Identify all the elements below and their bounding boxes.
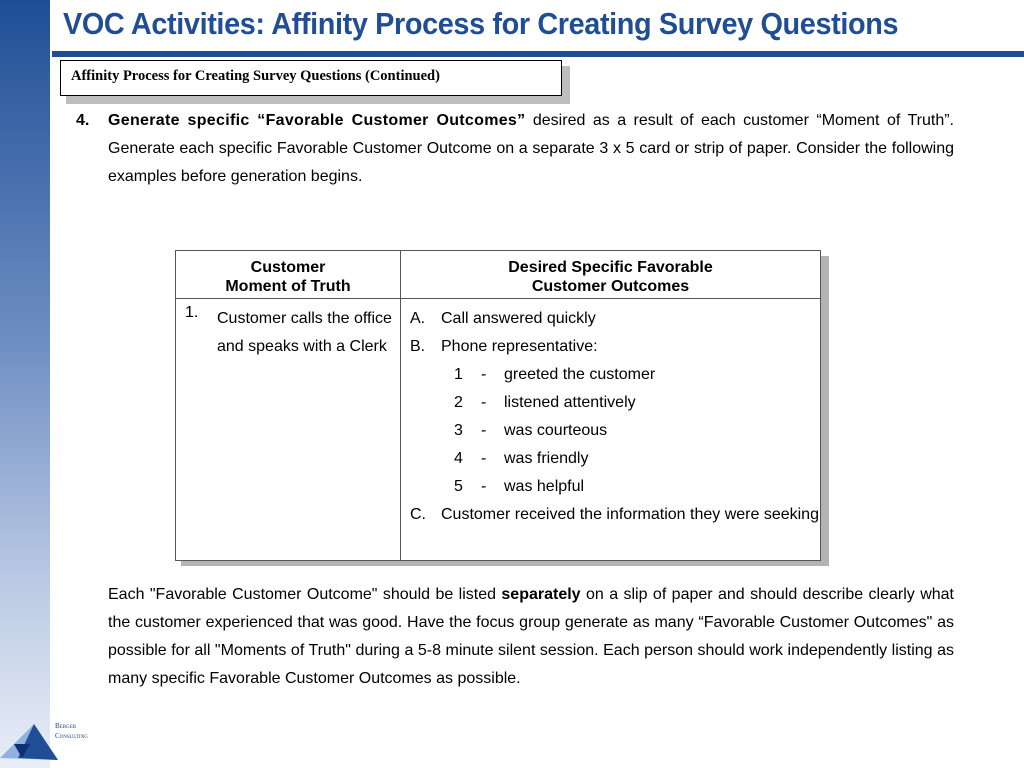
- sub-outcome-dash: -: [481, 366, 487, 383]
- subtitle-text: Affinity Process for Creating Survey Questions (Continued): [71, 68, 440, 84]
- outcomes-cell: [401, 299, 821, 561]
- closing-text-after: on a slip of paper and should describe clearly what the customer experienced that was good. Have the focus group generate as many “Favorable Customer Outcomes" as possible for all "Moments of Truth" during a 5-8 minute silent session. Each person should work independently listing as many specific Favorable Customer Outcomes as possible.: [108, 586, 954, 687]
- logo-line1: Berger: [55, 722, 77, 730]
- sub-outcome-dash: -: [481, 450, 487, 467]
- sub-outcome-item: [410, 445, 820, 473]
- outcome-item: [410, 333, 820, 361]
- sub-outcome-item: [410, 473, 820, 501]
- step-body-text: desired as a result of each customer “Moment of Truth”. Generate each specific Favorable Customer Outcome on a separate 3 x 5 card or strip of paper. Consider the following examples before generation begins.: [108, 112, 955, 185]
- step-paragraph: [76, 107, 954, 191]
- sub-outcome-dash: -: [481, 478, 487, 495]
- outcome-text: Phone representative:: [441, 338, 598, 355]
- logo-line2: Consulting: [55, 732, 88, 740]
- outcome-marker: B.: [410, 338, 426, 355]
- closing-bold-text: separately: [501, 586, 581, 603]
- outcomes-list: [401, 299, 820, 529]
- header-col2-line2: Customer Outcomes: [531, 278, 690, 295]
- moment-number: 1.: [185, 304, 199, 321]
- outcome-text: Customer received the information they were seeking: [441, 506, 819, 523]
- table-row: [176, 299, 821, 561]
- title-underline-rule: [52, 51, 1024, 57]
- moment-cell: [176, 299, 401, 561]
- sub-outcome-text: was friendly: [504, 450, 589, 467]
- sub-outcome-item: [410, 389, 820, 417]
- header-col2-line1: Desired Specific Favorable: [508, 259, 713, 276]
- logo-text: [55, 721, 88, 741]
- slide-title: VOC Activities: Affinity Process for Creating Survey Questions: [63, 6, 899, 41]
- left-gradient-bar: [0, 0, 50, 768]
- subtitle-box: [60, 60, 562, 96]
- step-bold-text: Generate specific “Favorable Customer Outcomes”: [108, 112, 526, 129]
- sub-outcome-item: [410, 361, 820, 389]
- sub-outcome-dash: -: [481, 394, 487, 411]
- header-col1-line2: Moment of Truth: [225, 278, 351, 295]
- moment-text: Customer calls the office and speaks with a Clerk: [217, 310, 392, 355]
- sub-outcome-text: was helpful: [504, 478, 585, 495]
- sub-outcome-text: was courteous: [504, 422, 608, 439]
- table-header-row: [176, 251, 821, 299]
- closing-text-before: Each "Favorable Customer Outcome" should be listed: [108, 586, 502, 603]
- outcome-text: Call answered quickly: [441, 310, 596, 327]
- outcome-item: [410, 305, 820, 333]
- closing-paragraph: [108, 581, 954, 693]
- sub-outcome-number: 1: [454, 366, 463, 383]
- sub-outcome-number: 5: [454, 478, 463, 495]
- step-text: [108, 107, 954, 191]
- step-number: 4.: [76, 112, 90, 129]
- outcome-item: [410, 501, 820, 529]
- header-col1-line1: Customer: [250, 259, 326, 276]
- sub-outcome-dash: -: [481, 422, 487, 439]
- outcome-marker: A.: [410, 310, 426, 327]
- sub-outcome-number: 2: [454, 394, 463, 411]
- example-table: [175, 250, 821, 561]
- sub-outcome-number: 4: [454, 450, 463, 467]
- sub-outcome-item: [410, 417, 820, 445]
- moment-item: [176, 299, 400, 361]
- sub-outcome-number: 3: [454, 422, 463, 439]
- outcome-marker: C.: [410, 506, 426, 523]
- sub-outcome-text: greeted the customer: [504, 366, 656, 383]
- sub-outcome-text: listened attentively: [504, 394, 636, 411]
- header-desired-outcomes: [401, 251, 821, 299]
- header-moment-of-truth: [176, 251, 401, 299]
